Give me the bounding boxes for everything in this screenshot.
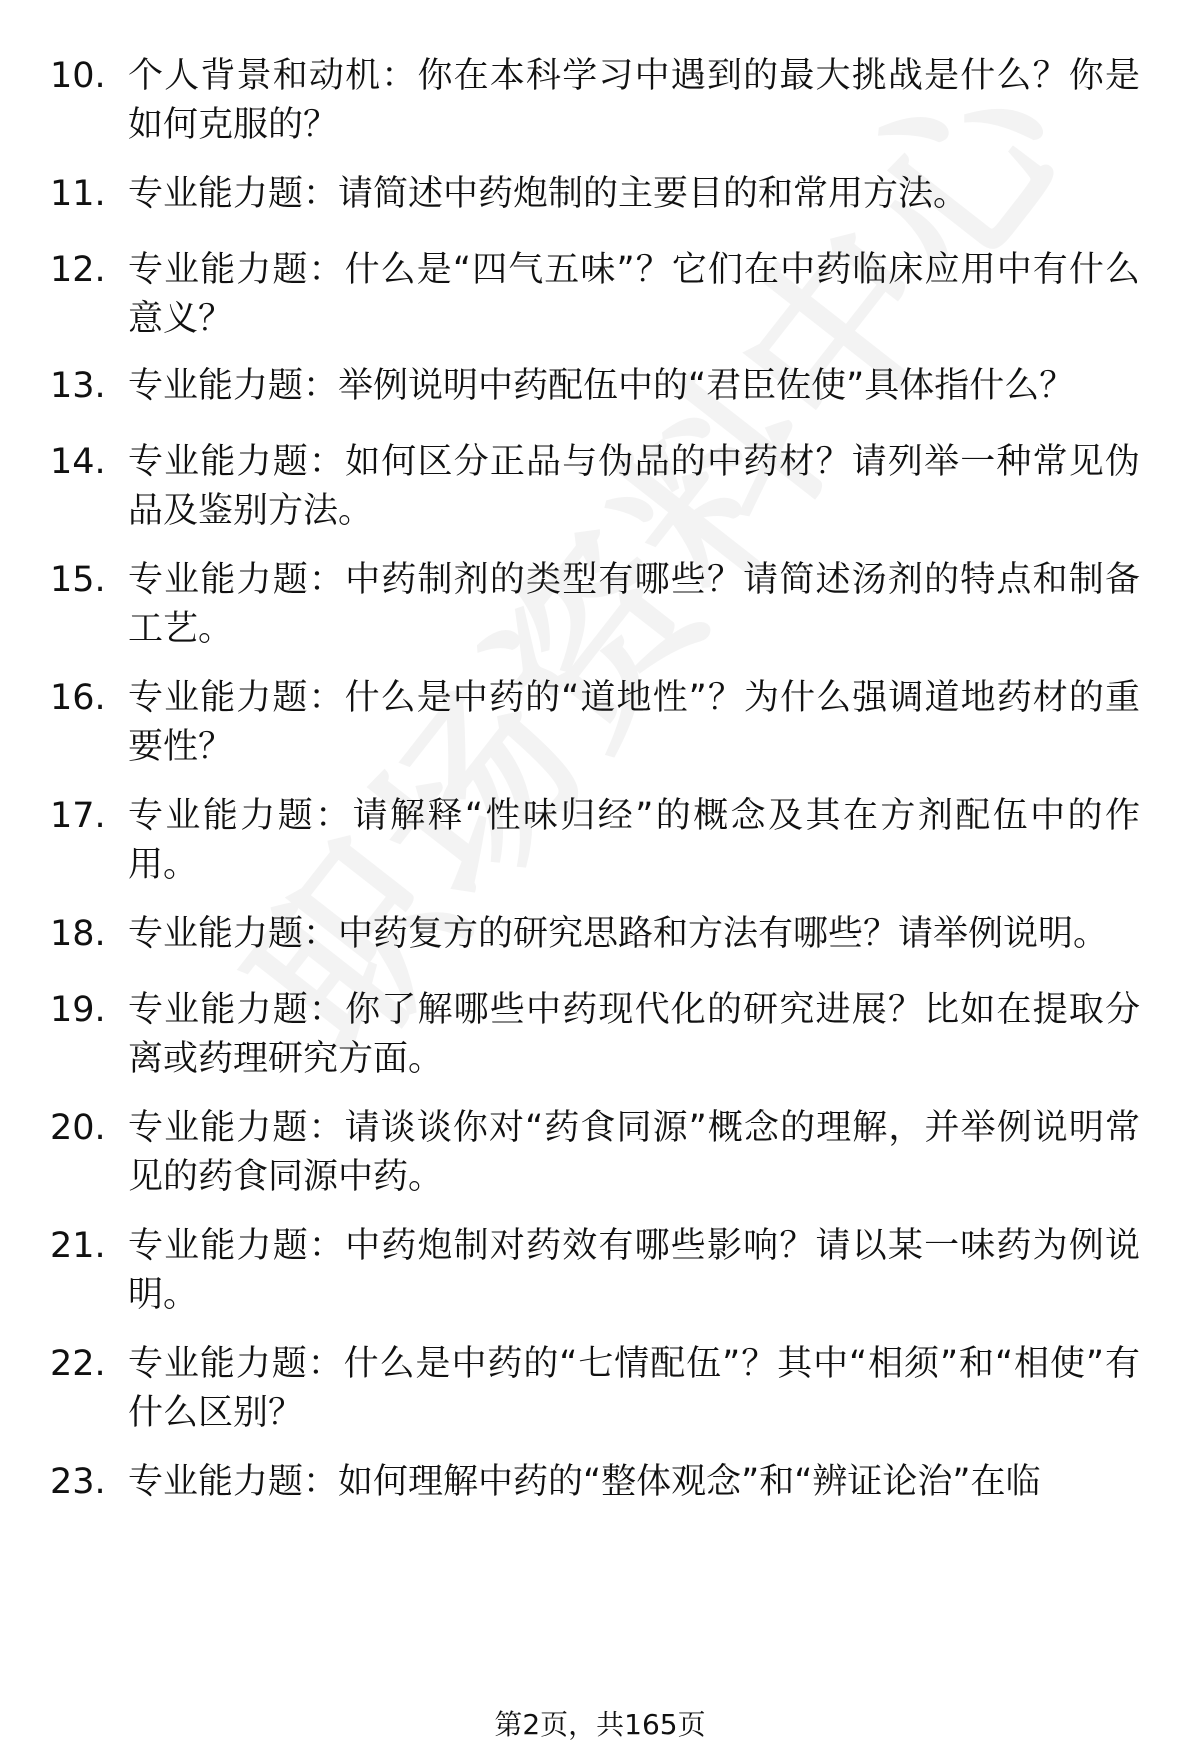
page-number-footer: 第2页，共165页 [494,1708,706,1741]
question-text: 专业能力题：如何区分正品与伪品的中药材？请列举一种常见伪品及鉴别方法。 [128,442,1140,531]
question-number: 17. [50,796,106,836]
question-number: 16. [50,678,106,718]
question-text: 个人背景和动机：你在本科学习中遇到的最大挑战是什么？你是如何克服的？ [128,56,1140,145]
question-number: 14. [50,442,106,482]
question-number: 22. [50,1344,106,1384]
question-number: 15. [50,560,106,600]
question-text: 专业能力题：请简述中药炮制的主要目的和常用方法。 [128,174,969,214]
question-text: 专业能力题：中药复方的研究思路和方法有哪些？请举例说明。 [128,914,1109,954]
question-text: 专业能力题：什么是中药的“道地性”？为什么强调道地药材的重要性？ [128,678,1140,767]
question-text: 专业能力题：请解释“性味归经”的概念及其在方剂配伍中的作用。 [128,796,1140,885]
question-number: 18. [50,914,106,954]
question-number: 12. [50,250,106,290]
question-number: 21. [50,1226,106,1266]
question-number: 20. [50,1108,106,1148]
question-text: 专业能力题：你了解哪些中药现代化的研究进展？比如在提取分离或药理研究方面。 [128,990,1140,1079]
question-number: 13. [50,366,106,406]
question-text: 专业能力题：什么是中药的“七情配伍”？其中“相须”和“相使”有什么区别？ [128,1344,1140,1433]
question-text: 专业能力题：请谈谈你对“药食同源”概念的理解，并举例说明常见的药食同源中药。 [128,1108,1140,1197]
question-number: 10. [50,56,106,96]
question-text: 专业能力题：举例说明中药配伍中的“君臣佐使”具体指什么？ [128,366,1075,406]
question-number: 11. [50,174,106,214]
question-text: 专业能力题：中药炮制对药效有哪些影响？请以某一味药为例说明。 [128,1226,1140,1315]
question-text: 专业能力题：中药制剂的类型有哪些？请简述汤剂的特点和制备工艺。 [128,560,1140,649]
question-text: 专业能力题：如何理解中药的“整体观念”和“辨证论治”在临 [128,1462,1041,1502]
question-number: 19. [50,990,106,1030]
question-number: 23. [50,1462,106,1502]
question-text: 专业能力题：什么是“四气五味”？它们在中药临床应用中有什么意义？ [128,250,1140,339]
